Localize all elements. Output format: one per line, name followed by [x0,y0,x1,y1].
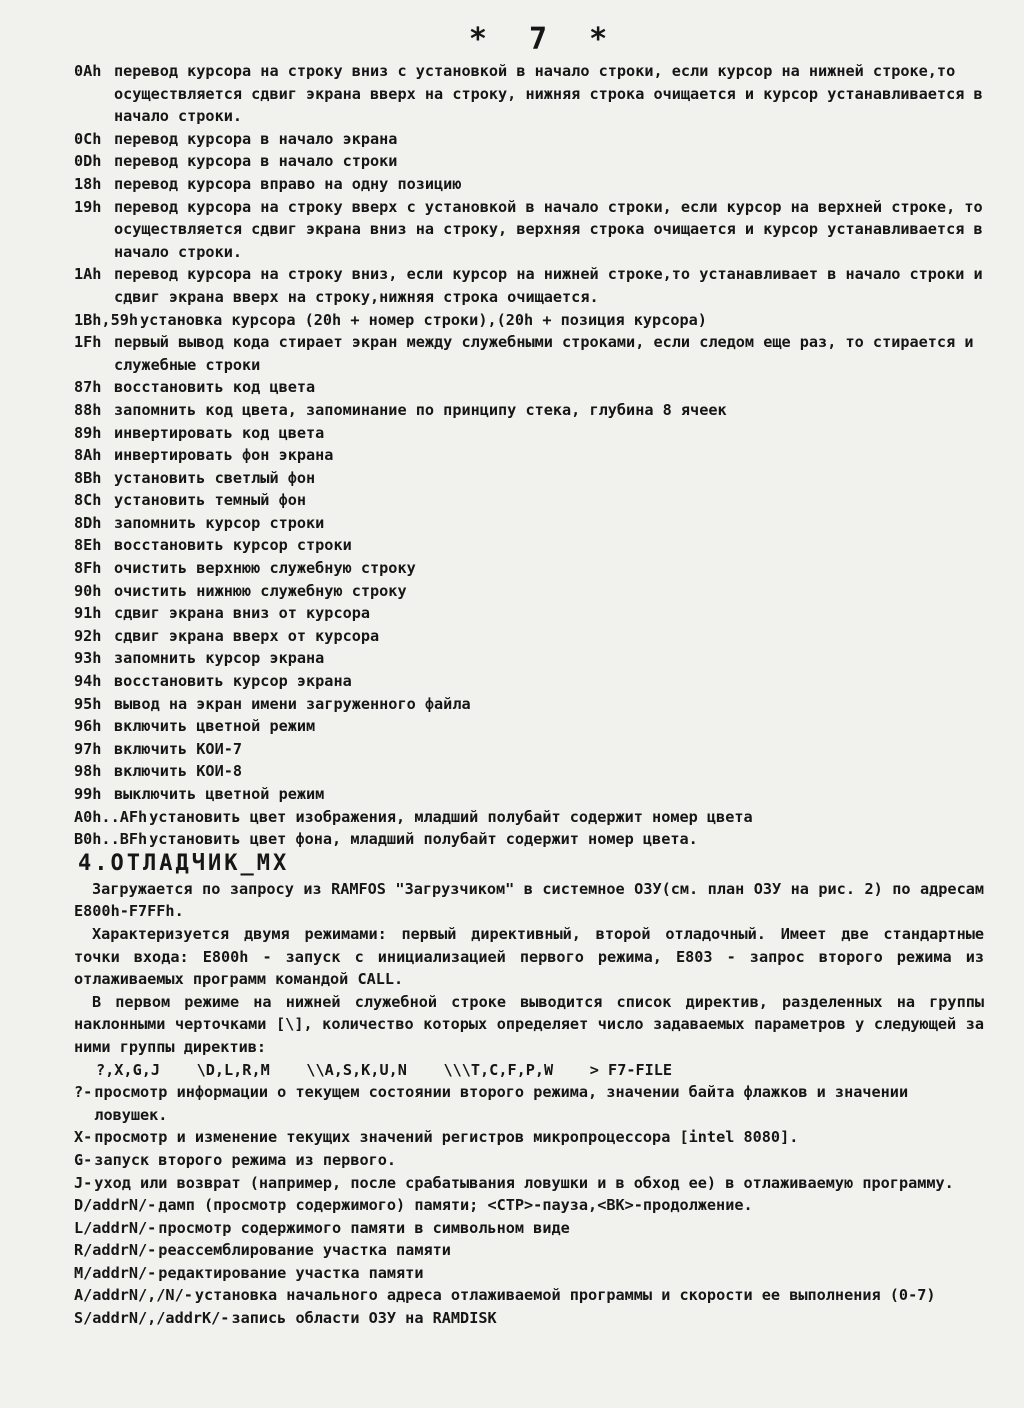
code-code: 93h [74,649,102,668]
directive-entry [74,1217,984,1240]
directive-entry [74,1284,984,1307]
code-description: очистить верхнюю служебную строку [114,559,416,578]
code-description: перевод курсора вправо на одну позицию [114,174,462,193]
code-entry [74,534,984,557]
directive-description: просмотр и изменение текущих значений регистров микропроцессора [intel 8080]. [94,1128,799,1147]
code-code: B0h..BFh [74,830,148,849]
section-paragraphs [74,878,984,1059]
directive-code: X- [74,1128,93,1147]
code-description: установка курсора (20h + номер строки),(20h + позиция курсора) [140,310,707,329]
code-code: 1Ah [74,265,102,284]
directive-entry [74,1081,984,1126]
code-entry [74,715,984,738]
code-entry [74,602,984,625]
code-code: 91h [74,604,102,623]
code-entry [74,693,984,716]
directive-entry [74,1126,984,1149]
code-description: включить КОИ-8 [114,762,243,781]
code-description: установить цвет фона, младший полубайт содержит номер цвета. [149,830,698,849]
directive-code: D/addrN/- [74,1196,157,1215]
code-description: сдвиг экрана вниз от курсора [114,604,371,623]
code-entry [74,331,984,376]
code-entry [74,467,984,490]
directive-description: просмотр информации о текущем состоянии второго режима, значении байта флажков и значении ловушек. [94,1083,909,1124]
code-description: установить цвет изображения, младший полубайт содержит номер цвета [149,807,753,826]
code-description: включить цветной режим [114,717,316,736]
code-description: установить темный фон [114,491,307,510]
code-description: запомнить курсор экрана [114,649,325,668]
directive-code: M/addrN/- [74,1263,157,1282]
directive-entry [74,1149,984,1172]
code-description: перевод курсора на строку вниз, если курсор на нижней строке,то устанавливает в начало строки и сдвиг экрана вверх на строку,нижняя строка очищается. [114,265,983,306]
code-entry [74,309,984,332]
code-description: перевод курсора в начало строки [114,152,398,171]
code-code: 8Bh [74,468,102,487]
code-description: включить КОИ-7 [114,739,243,758]
section-title: 4.ОТЛАДЧИК_МХ [78,850,290,876]
code-code: 0Ch [74,129,102,148]
directive-groups-line: ?,X,G,J \D,L,R,M \\A,S,K,U,N \\\T,C,F,P,W > F7-FILE [96,1060,673,1079]
code-code: 87h [74,378,102,397]
code-description: сдвиг экрана вверх от курсора [114,626,380,645]
directive-code: G- [74,1150,93,1169]
code-entry [74,670,984,693]
code-code: 8Ah [74,446,102,465]
code-description: установить светлый фон [114,468,316,487]
code-description: восстановить код цвета [114,378,316,397]
code-entry [74,580,984,603]
code-entry [74,422,984,445]
code-entry [74,376,984,399]
code-code: 0Ah [74,62,102,80]
code-code: 89h [74,423,102,442]
code-description: восстановить курсор экрана [114,672,352,691]
control-codes-list [74,60,984,851]
directive-code: J- [74,1173,93,1192]
code-code: A0h..AFh [74,807,148,826]
directive-description: запуск второго режима из первого. [94,1150,397,1169]
code-entry [74,196,984,264]
code-code: 8Ch [74,491,102,510]
directive-entry [74,1194,984,1217]
code-code: 99h [74,785,102,803]
paragraph: Загружается по запросу из RAMFOS "Загрузчиком" в системное ОЗУ(см. план ОЗУ на рис. 2) по адресам E800h-F7FFh. [74,879,984,921]
code-description: вывод на экран имени загруженного файла [114,694,471,713]
code-description: запомнить курсор строки [114,513,325,532]
code-code: 1Fh [74,333,102,352]
code-code: 8Fh [74,559,102,578]
code-description: выключить цветной режим [114,785,325,803]
page-number: * 7 * [468,22,620,57]
directive-code: A/addrN/,/N/- [74,1286,193,1305]
code-code: 0Dh [74,152,102,171]
code-entry [74,760,984,783]
code-entry [74,150,984,173]
code-code: 88h [74,400,102,419]
code-code: 90h [74,581,102,600]
code-code: 8Dh [74,513,102,532]
directives-list [74,1081,984,1330]
code-description: запомнить код цвета, запоминание по принципу стека, глубина 8 ячеек [114,400,727,419]
directive-code: S/addrN/,/addrK/- [74,1309,230,1328]
code-description: очистить нижнюю служебную строку [114,581,407,600]
code-entry [74,128,984,151]
directive-description: уход или возврат (например, после срабатывания ловушки и в обход ее) в отлаживаемую программу. [94,1173,954,1192]
code-code: 18h [74,174,102,193]
paragraph: В первом режиме на нижней служебной строке выводится список директив, разделенных на группы наклонными черточками [\], количество которых определяет число задаваемых параметров у следующей за ними группы директив: [74,992,984,1056]
directive-description: реассемблирование участка памяти [158,1241,451,1260]
code-description: перевод курсора на строку вниз с установкой в начало строки, если курсор на нижней строке,то осуществляется сдвиг экрана вверх на строку, нижняя строка очищается и курсор устанавливается в начало строки. [114,62,983,126]
directive-description: запись области ОЗУ на RAMDISK [231,1309,497,1328]
directive-description: дамп (просмотр содержимого) памяти; <СТР>-пауза,<ВК>-продолжение. [158,1196,753,1215]
paragraph: Характеризуется двумя режимами: первый директивный, второй отладочный. Имеет две стандартные точки входа: E800h - запуск с инициализацией первого режима, E803 - запрос второго режима из отлаживаемых программ командой CALL. [74,924,984,989]
code-description: инвертировать код цвета [114,423,325,442]
code-code: 19h [74,197,102,216]
code-entry [74,625,984,648]
directive-entry [74,1307,984,1330]
code-entry [74,489,984,512]
code-entry [74,399,984,422]
code-code: 96h [74,717,102,736]
code-entry [74,173,984,196]
code-entry [74,783,984,806]
directive-entry [74,1172,984,1195]
directive-entry [74,1262,984,1285]
directive-code: L/addrN/- [74,1218,157,1237]
code-code: 92h [74,626,102,645]
code-description: перевод курсора в начало экрана [114,129,398,148]
code-entry [74,828,984,851]
code-entry [74,60,984,128]
directive-entry [74,1239,984,1262]
code-entry [74,512,984,535]
code-code: 98h [74,762,102,781]
code-code: 94h [74,672,102,691]
directive-code: R/addrN/- [74,1241,157,1260]
code-code: 97h [74,739,102,758]
code-description: перевод курсора на строку вверх с установкой в начало строки, если курсор на верхней строке, то осуществляется сдвиг экрана вниз на строку, верхняя строка очищается и курсор устанавливается в начало строки. [114,197,983,261]
code-entry [74,647,984,670]
code-code: 95h [74,694,102,713]
code-entry [74,263,984,308]
code-entry [74,444,984,467]
code-description: первый вывод кода стирает экран между служебными строками, если следом еще раз, то стирается и служебные строки [114,333,974,374]
directive-description: редактирование участка памяти [158,1263,424,1282]
directive-description: просмотр содержимого памяти в символьном виде [158,1218,570,1237]
code-code: 1Bh,59h [74,310,139,329]
code-entry [74,738,984,761]
code-entry [74,806,984,829]
code-entry [74,557,984,580]
code-code: 8Eh [74,536,102,555]
directive-description: установка начального адреса отлаживаемой программы и скорости ее выполнения (0-7) [194,1286,936,1305]
directive-code: ?- [74,1083,93,1102]
code-description: восстановить курсор строки [114,536,352,555]
code-description: инвертировать фон экрана [114,446,334,465]
